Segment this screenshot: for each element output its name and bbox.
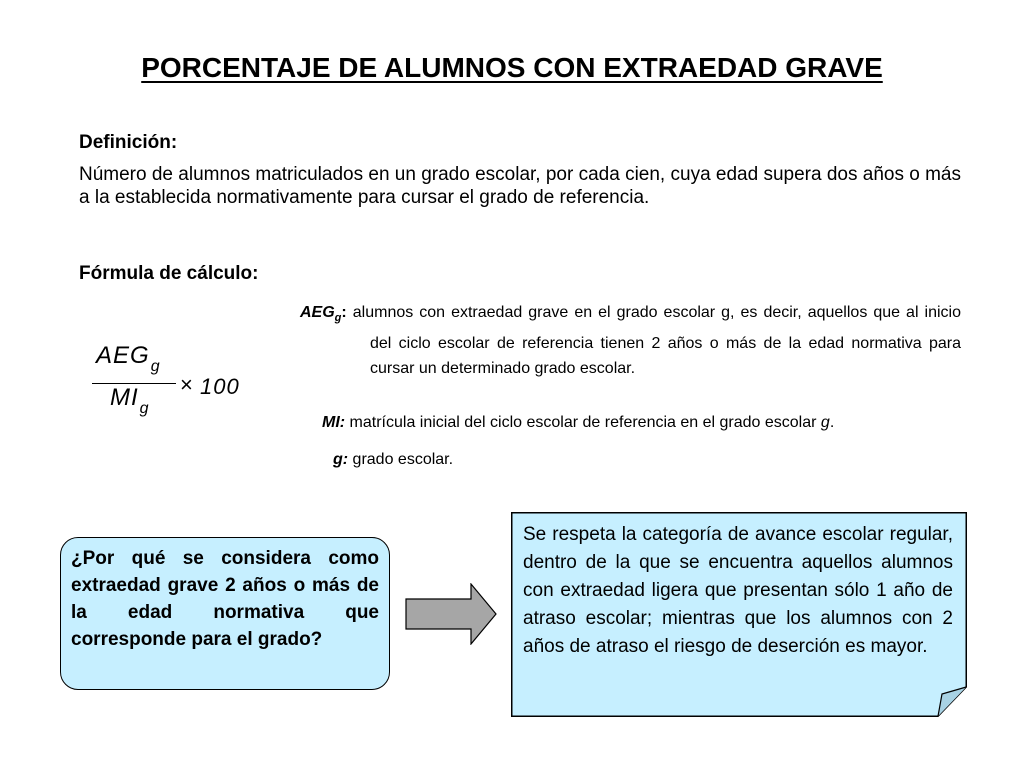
question-box: ¿Por qué se considera como extraedad grave 2 años o más de la edad normativa que corresponde para el grado?: [60, 537, 390, 690]
formula-numerator-text: AEG: [96, 342, 150, 369]
page-title: PORCENTAJE DE ALUMNOS CON EXTRAEDAD GRAVE: [141, 52, 883, 83]
mi-g: g: [820, 414, 830, 431]
g-definition: [333, 447, 453, 472]
formula-numerator-subscript: g: [150, 358, 161, 375]
answer-text: Se respeta la categoría de avance escolar regular, dentro de la que se encuentra aquellos alumnos con extraedad ligera que presentan sólo 1 año de atraso escolar; mientras que los alumnos con 2 años de atraso el riesgo de deserción es mayor.: [523, 524, 953, 657]
aeg-term: AEG: [300, 304, 335, 321]
mi-text: matrícula inicial del ciclo escolar de referencia en el grado escolar: [345, 414, 821, 431]
aeg-definition: [300, 300, 961, 381]
mi-definition: [322, 410, 834, 435]
g-term: g:: [333, 451, 349, 468]
right-arrow-icon: [405, 583, 497, 645]
g-text: grado escolar.: [348, 451, 454, 468]
formula: [88, 342, 288, 432]
formula-label: Fórmula de cálculo:: [79, 263, 259, 284]
aeg-subscript: g: [334, 312, 342, 325]
formula-denominator: [110, 384, 150, 417]
definition-label: Definición:: [79, 132, 178, 153]
mi-end: .: [829, 414, 835, 431]
answer-note: [511, 512, 967, 717]
definition-text: Número de alumnos matriculados en un grado escolar, por cada cien, cuya edad supera dos años o más a la establecida normativamente para cursar el grado de referencia.: [79, 164, 961, 208]
mi-term: MI:: [322, 414, 346, 431]
aeg-text: alumnos con extraedad grave en el grado escolar g, es decir, aquellos que al inicio del ciclo escolar de referencia tienen 2 años o más de la edad normativa para cursar un determinado grado escolar.: [346, 304, 961, 378]
multiply-sign: ×: [180, 372, 193, 397]
formula-multiplier: 100: [200, 374, 240, 399]
formula-denominator-subscript: g: [139, 400, 150, 417]
formula-numerator: [96, 342, 161, 375]
aeg-colon: :: [341, 304, 347, 321]
formula-denominator-text: MI: [110, 384, 139, 411]
